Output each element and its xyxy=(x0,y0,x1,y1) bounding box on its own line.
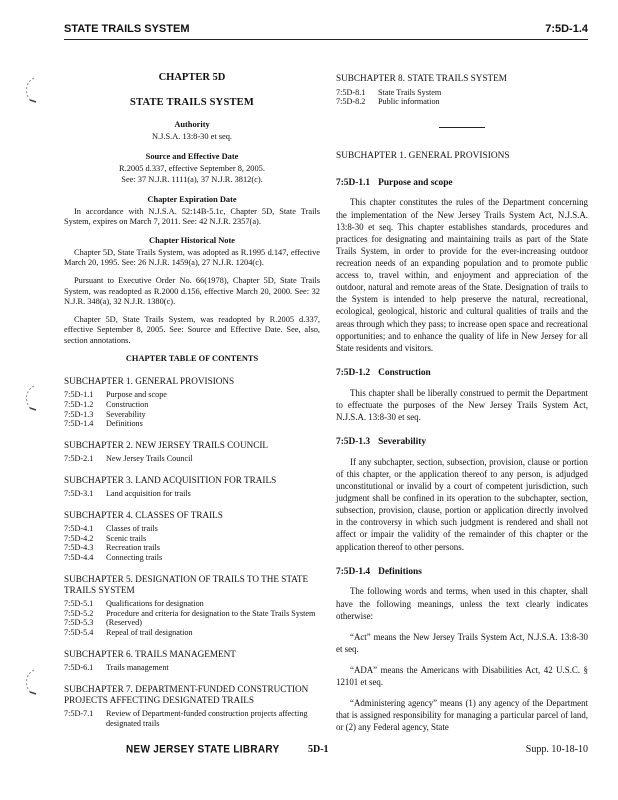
authority-text: N.J.S.A. 13:8-30 et seq. xyxy=(151,131,233,141)
section-title: Severability xyxy=(378,436,427,447)
toc-item xyxy=(336,97,588,107)
toc-item-number: 7:5D-3.1 xyxy=(64,489,94,499)
toc-item-number: 7:5D-5.2 xyxy=(64,608,94,618)
toc-item xyxy=(64,618,320,628)
toc-subchapter-title: SUBCHAPTER 2. NEW JERSEY TRAILS COUNCIL xyxy=(64,440,269,450)
toc-subchapter-6 xyxy=(64,649,320,673)
historical-note-2: Pursuant to Executive Order No. 66(1978), Chapter 5D, State Trails System, was readopted as R.2000 d.156, effective March 20, 2000. See: 32 N.J.R. 348(a), 32 N.J.R. 1380(c). xyxy=(64,276,320,306)
section-title: Purpose and scope xyxy=(378,177,453,188)
toc-subchapter-title: SUBCHAPTER 3. LAND ACQUISITION FOR TRAILS xyxy=(64,474,277,485)
toc-item-number: 7:5D-4.2 xyxy=(64,533,94,543)
authority-heading: Authority xyxy=(174,119,210,129)
section-divider xyxy=(439,127,485,128)
toc-item-label: Qualifications for designation xyxy=(106,599,204,609)
toc-item xyxy=(64,419,320,429)
toc-item-number: 7:5D-6.1 xyxy=(64,663,94,673)
library-stamp: NEW JERSEY STATE LIBRARY xyxy=(126,743,280,756)
toc-item-label: Scenic trails xyxy=(106,533,147,543)
section-1-4-text: The following words and terms, when used in this chapter, shall have the following meanings, unless the text clearly indicates otherwise: xyxy=(336,586,588,621)
toc-subchapter-title: SUBCHAPTER 7. DEPARTMENT-FUNDED CONSTRUCTION PROJECTS AFFECTING DESIGNATED TRAILS xyxy=(64,683,309,705)
supplement-date: Supp. 10-18-10 xyxy=(525,744,588,755)
page-number: 5D-1 xyxy=(308,744,329,755)
toc-subchapter-4 xyxy=(64,510,320,563)
historical-note-1: Chapter 5D, State Trails System, was adopted as R.1995 d.147, effective March 20, 1995. See: 26 N.J.R. 1459(a), 27 N.J.R. 1204(c). xyxy=(64,247,320,268)
toc-item xyxy=(64,609,320,619)
toc-subchapter-5 xyxy=(64,574,320,638)
toc-item-label: Recreation trails xyxy=(106,543,160,553)
toc-subchapter-title: SUBCHAPTER 4. CLASSES OF TRAILS xyxy=(64,509,223,520)
historical-note-3: Chapter 5D, State Trails System, was readopted by R.2005 d.337, effective September 8, 2005. See: Source and Effective Date. See, also, section annotations. xyxy=(64,315,320,345)
header-section-number: 7:5D-1.4 xyxy=(545,23,588,35)
toc-item-number: 7:5D-5.1 xyxy=(64,599,94,609)
toc-item xyxy=(64,489,320,499)
toc-item xyxy=(64,390,320,400)
toc-item xyxy=(64,628,320,638)
section-1-2-text: This chapter shall be liberally construed to permit the Department to effectuate the purposes of the New Jersey Trails System Act, N.J.S.A. 13:8-30 et seq. xyxy=(336,387,588,422)
source-text-1: R.2005 d.337, effective September 8, 2005. xyxy=(119,164,265,174)
toc-subchapter-3 xyxy=(64,475,320,499)
toc-item xyxy=(64,663,320,673)
running-header xyxy=(64,20,588,38)
definition-ada: “ADA” means the Americans with Disabilities Act, 42 U.S.C. § 12101 et seq. xyxy=(336,664,588,688)
source-heading: Source and Effective Date xyxy=(145,152,239,162)
toc-item-label: Connecting trails xyxy=(106,553,163,563)
toc-subchapter-8-title: SUBCHAPTER 8. STATE TRAILS SYSTEM xyxy=(336,73,507,83)
section-1-2-heading xyxy=(336,367,588,380)
toc-item-label: (Reserved) xyxy=(106,618,142,628)
toc-item-label: Trails management xyxy=(106,663,169,673)
toc-item-number: 7:5D-1.2 xyxy=(64,399,94,409)
expiration-text: In accordance with N.J.S.A. 52:14B-5.1c, Chapter 5D, State Trails System, expires on March 7, 2011. See: 42 N.J.R. 2357(a). xyxy=(64,207,320,227)
chapter-name: STATE TRAILS SYSTEM xyxy=(129,96,254,108)
toc-item-number: 7:5D-4.1 xyxy=(64,524,94,533)
binder-hole-mark xyxy=(20,76,50,106)
toc-subchapter-2 xyxy=(64,440,320,464)
toc-item-number: 7:5D-1.1 xyxy=(64,390,94,400)
toc-item-label: Severability xyxy=(106,409,146,419)
toc-item-number: 7:5D-7.1 xyxy=(64,709,94,719)
toc-item-number: 7:5D-5.3 xyxy=(64,618,94,628)
subchapter-1-heading: SUBCHAPTER 1. GENERAL PROVISIONS xyxy=(336,150,510,161)
header-title: STATE TRAILS SYSTEM xyxy=(64,23,190,35)
toc-item xyxy=(64,534,320,544)
section-number: 7:5D-1.1 xyxy=(336,177,371,188)
right-column xyxy=(336,72,588,746)
toc-item xyxy=(64,454,320,464)
toc-subchapter-7 xyxy=(64,684,320,729)
definition-act: “Act” means the New Jersey Trails System Act, N.J.S.A. 13:8-30 et seq. xyxy=(336,631,588,654)
toc-item-number: 7:5D-8.2 xyxy=(336,97,366,107)
toc-item xyxy=(64,524,320,534)
section-number: 7:5D-1.2 xyxy=(336,367,371,378)
expiration-heading: Chapter Expiration Date xyxy=(147,194,237,204)
toc-item-label: Construction xyxy=(106,399,149,409)
header-rule xyxy=(64,39,588,40)
toc-item-number: 7:5D-1.4 xyxy=(64,419,94,429)
toc-heading: CHAPTER TABLE OF CONTENTS xyxy=(125,353,259,363)
toc-item xyxy=(64,410,320,420)
toc-item-label: Definitions xyxy=(106,419,143,429)
section-number: 7:5D-1.4 xyxy=(336,566,371,577)
toc-item-label: State Trails System xyxy=(378,87,442,97)
toc-item-label: Land acquisition for trails xyxy=(106,489,191,499)
definition-administering-agency: “Administering agency” means (1) any agency of the Department that is assigned responsibility for managing a particular parcel of land, or (2) any Federal agency, State xyxy=(336,698,588,733)
section-title: Construction xyxy=(378,367,431,378)
source-text-2: See: 37 N.J.R. 1111(a), 37 N.J.R. 3812(c). xyxy=(121,174,263,184)
toc-item xyxy=(64,599,320,609)
section-1-1-text: This chapter constitutes the rules of the Department concerning the implementation of the New Jersey Trails System Act, N.J.S.A. 13:8-30 et seq. This chapter establishes standards, procedures and practices for designating and maintaining trails as part of the State Trails System, in order to provide for the ever-increasing outdoor recreation needs of an expanding population and to promote public access to, travel within, and enjoyment and appreciation of the outdoor, natural and remote areas of the State. Designation of trails to the System is intended to help preserve the natural, recreational, ecological, geological, historic and cultural qualities of trails and the areas through which they pass; to increase open space and recreational opportunities; and to enhance the quality of life in New Jersey for all State residents and visitors. xyxy=(336,197,588,353)
section-1-3-heading xyxy=(336,436,588,449)
toc-item-label: New Jersey Trails Council xyxy=(106,454,193,464)
toc-item-label: Procedure and criteria for designation to the State Trails System xyxy=(106,608,316,618)
toc-subchapter-title: SUBCHAPTER 1. GENERAL PROVISIONS xyxy=(64,376,235,387)
toc-item-number: 7:5D-8.1 xyxy=(336,87,366,97)
section-1-1-heading xyxy=(336,177,588,190)
toc-item xyxy=(336,88,588,98)
binder-hole-mark xyxy=(20,668,50,698)
toc-item-number: 7:5D-4.3 xyxy=(64,543,94,553)
historical-note-heading: Chapter Historical Note xyxy=(149,235,235,245)
toc-item-label: Public information xyxy=(378,97,440,107)
toc-item-number: 7:5D-5.4 xyxy=(64,628,94,638)
section-title: Definitions xyxy=(378,566,422,577)
toc-item-label: Classes of trails xyxy=(106,524,158,533)
toc-item-label: Purpose and scope xyxy=(106,390,167,400)
chapter-title: CHAPTER 5D xyxy=(158,72,226,83)
toc-item-label: Repeal of trail designation xyxy=(106,628,193,638)
section-1-4-heading xyxy=(336,566,588,579)
binder-hole-mark xyxy=(20,384,50,414)
page-footer xyxy=(64,742,588,762)
toc-item xyxy=(64,543,320,553)
left-column xyxy=(64,72,320,739)
section-number: 7:5D-1.3 xyxy=(336,436,371,447)
toc-item xyxy=(64,400,320,410)
toc-item-number: 7:5D-2.1 xyxy=(64,454,94,464)
toc-item xyxy=(64,553,320,563)
toc-item-label: Review of Department-funded construction projects affecting designated trails xyxy=(106,709,308,728)
toc-item xyxy=(64,709,320,728)
toc-item-number: 7:5D-1.3 xyxy=(64,409,94,419)
toc-item-number: 7:5D-4.4 xyxy=(64,553,94,563)
toc-subchapter-title: SUBCHAPTER 5. DESIGNATION OF TRAILS TO THE STATE TRAILS SYSTEM xyxy=(64,573,309,595)
toc-subchapter-1 xyxy=(64,376,320,429)
toc-subchapter-title: SUBCHAPTER 6. TRAILS MANAGEMENT xyxy=(64,648,236,659)
section-1-3-text: If any subchapter, section, subsection, provision, clause or portion of this chapter, or the application thereof to any person, is adjudged unconstitutional or invalid by a court of competent jurisdiction, such judgment shall be confined in its operation to the subchapter, section, subsection, provision, clause, portion or application directly involved in the controversy in which such judgment is rendered and shall not affect or impair the validity of the remainder of this chapter or the application thereof to other persons. xyxy=(336,456,588,552)
